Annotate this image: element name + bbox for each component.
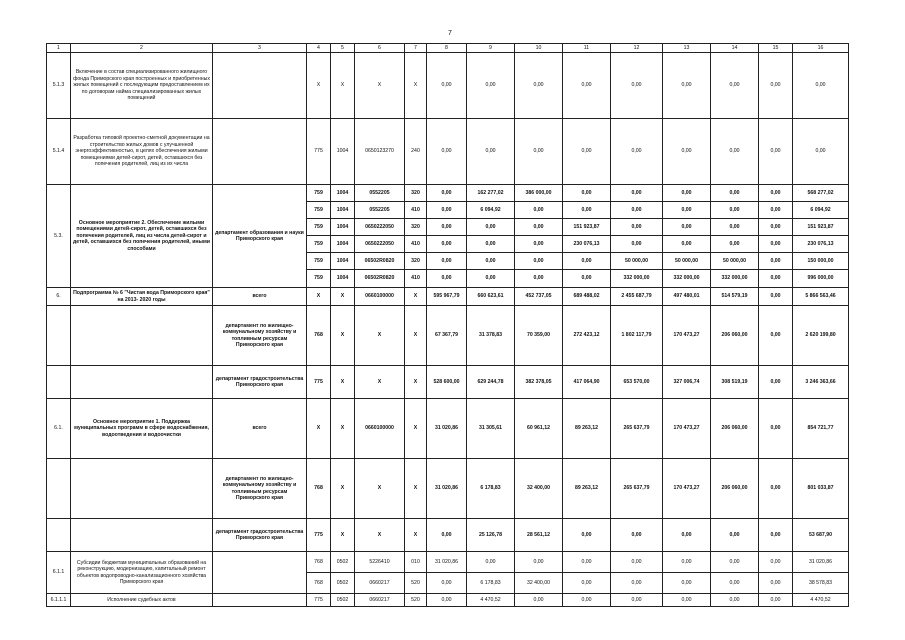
cell-year-9: 162 277,02 bbox=[467, 185, 515, 202]
cell-admin: 768 bbox=[307, 459, 331, 519]
cell-year-15: 0,00 bbox=[759, 219, 793, 236]
cell-year-11: 0,00 bbox=[563, 185, 611, 202]
cell-year-16: 3 246 363,66 bbox=[793, 366, 849, 399]
cell-section: X bbox=[331, 366, 355, 399]
cell-target: X bbox=[355, 306, 405, 366]
cell-year-8: 0,00 bbox=[427, 53, 467, 119]
cell-year-10: 60 961,12 bbox=[515, 399, 563, 459]
cell-admin: 759 bbox=[307, 253, 331, 270]
cell-year-12: 265 637,79 bbox=[611, 459, 663, 519]
cell-year-8: 31 020,86 bbox=[427, 459, 467, 519]
cell-year-12: 0,00 bbox=[611, 236, 663, 253]
cell-year-12: 0,00 bbox=[611, 53, 663, 119]
cell-name: Включение в состав специализированного жилищного фонда Приморского края построенных и приобретенных жилых помещений с последующим предоставлением их по договорам найма специализированных жилых помещений bbox=[71, 53, 213, 119]
column-header: 15 bbox=[759, 44, 793, 53]
cell-year-11: 0,00 bbox=[563, 202, 611, 219]
cell-year-16: 38 578,83 bbox=[793, 573, 849, 594]
cell-year-16: 230 076,13 bbox=[793, 236, 849, 253]
cell-section: X bbox=[331, 519, 355, 552]
cell-year-14: 206 060,00 bbox=[711, 459, 759, 519]
column-header: 16 bbox=[793, 44, 849, 53]
cell-year-14: 308 519,19 bbox=[711, 366, 759, 399]
cell-type: X bbox=[405, 459, 427, 519]
cell-type: X bbox=[405, 399, 427, 459]
cell-admin: 759 bbox=[307, 270, 331, 288]
cell-target: X bbox=[355, 459, 405, 519]
cell-year-16: 568 277,02 bbox=[793, 185, 849, 202]
cell-target: X bbox=[355, 366, 405, 399]
cell-number: 6.1.1 bbox=[47, 552, 71, 594]
cell-section: X bbox=[331, 306, 355, 366]
cell-year-9: 31 378,83 bbox=[467, 306, 515, 366]
cell-year-15: 0,00 bbox=[759, 573, 793, 594]
cell-target: 0650123270 bbox=[355, 119, 405, 185]
cell-year-9: 6 094,92 bbox=[467, 202, 515, 219]
cell-year-12: 0,00 bbox=[611, 573, 663, 594]
cell-admin: 759 bbox=[307, 219, 331, 236]
cell-year-13: 0,00 bbox=[663, 552, 711, 573]
cell-year-14: 0,00 bbox=[711, 594, 759, 607]
cell-year-15: 0,00 bbox=[759, 53, 793, 119]
cell-admin: 775 bbox=[307, 519, 331, 552]
cell-target: 06502R0820 bbox=[355, 270, 405, 288]
cell-year-11: 689 488,02 bbox=[563, 288, 611, 306]
row-6 bbox=[47, 288, 849, 306]
cell-year-8: 0,00 bbox=[427, 573, 467, 594]
cell-name: Основное мероприятие 2. Обеспечение жилыми помещениями детей-сирот, детей, оставшихся без попечения родителей, лиц из числа детей-сирот и детей, оставшихся без попечения родителей, иными способами bbox=[71, 185, 213, 288]
cell-responsible: департамент градостроительства Приморского края bbox=[213, 366, 307, 399]
cell-year-8: 0,00 bbox=[427, 236, 467, 253]
cell-year-9: 0,00 bbox=[467, 253, 515, 270]
cell-year-14: 0,00 bbox=[711, 236, 759, 253]
table-cell bbox=[47, 519, 71, 552]
cell-year-8: 0,00 bbox=[427, 185, 467, 202]
cell-section: X bbox=[331, 459, 355, 519]
cell-year-15: 0,00 bbox=[759, 594, 793, 607]
cell-section: 1004 bbox=[331, 270, 355, 288]
column-header: 13 bbox=[663, 44, 711, 53]
cell-year-16: 0,00 bbox=[793, 53, 849, 119]
cell-year-15: 0,00 bbox=[759, 236, 793, 253]
cell-year-8: 31 020,86 bbox=[427, 399, 467, 459]
cell-section: 1004 bbox=[331, 202, 355, 219]
cell-type: X bbox=[405, 306, 427, 366]
cell-type: 320 bbox=[405, 219, 427, 236]
cell-year-10: 386 000,00 bbox=[515, 185, 563, 202]
cell-year-9: 0,00 bbox=[467, 53, 515, 119]
cell-year-10: 0,00 bbox=[515, 53, 563, 119]
cell-responsible bbox=[213, 552, 307, 594]
cell-year-16: 801 033,87 bbox=[793, 459, 849, 519]
cell-admin: 768 bbox=[307, 552, 331, 573]
cell-year-9: 6 178,83 bbox=[467, 573, 515, 594]
column-header: 4 bbox=[307, 44, 331, 53]
cell-number: 5.3. bbox=[47, 185, 71, 288]
cell-year-16: 5 866 563,46 bbox=[793, 288, 849, 306]
cell-type: 010 bbox=[405, 552, 427, 573]
cell-year-9: 0,00 bbox=[467, 552, 515, 573]
cell-section: X bbox=[331, 53, 355, 119]
cell-responsible: всего bbox=[213, 288, 307, 306]
cell-year-11: 417 064,90 bbox=[563, 366, 611, 399]
cell-type: 410 bbox=[405, 236, 427, 253]
cell-year-14: 0,00 bbox=[711, 219, 759, 236]
cell-year-14: 514 579,19 bbox=[711, 288, 759, 306]
column-header: 7 bbox=[405, 44, 427, 53]
cell-responsible bbox=[213, 119, 307, 185]
cell-year-15: 0,00 bbox=[759, 185, 793, 202]
cell-year-16: 0,00 bbox=[793, 119, 849, 185]
cell-year-13: 0,00 bbox=[663, 236, 711, 253]
cell-year-13: 170 473,27 bbox=[663, 399, 711, 459]
cell-target: 0650222050 bbox=[355, 236, 405, 253]
cell-year-9: 25 126,78 bbox=[467, 519, 515, 552]
cell-year-10: 70 359,00 bbox=[515, 306, 563, 366]
cell-target: 0660217 bbox=[355, 594, 405, 607]
column-header: 1 bbox=[47, 44, 71, 53]
cell-year-10: 0,00 bbox=[515, 552, 563, 573]
cell-year-11: 0,00 bbox=[563, 552, 611, 573]
cell-admin: 759 bbox=[307, 185, 331, 202]
cell-responsible: департамент по жилищно-коммунальному хозяйству и топливным ресурсам Приморского края bbox=[213, 459, 307, 519]
row-6-dept bbox=[47, 306, 849, 366]
page-number: 7 bbox=[448, 30, 452, 37]
cell-year-16: 151 923,87 bbox=[793, 219, 849, 236]
cell-year-12: 2 455 687,79 bbox=[611, 288, 663, 306]
cell-number: 6.1. bbox=[47, 399, 71, 459]
cell-year-11: 89 263,12 bbox=[563, 459, 611, 519]
cell-section: 1004 bbox=[331, 253, 355, 270]
cell-year-13: 0,00 bbox=[663, 519, 711, 552]
table-cell bbox=[71, 519, 213, 552]
cell-year-13: 327 006,74 bbox=[663, 366, 711, 399]
cell-year-12: 0,00 bbox=[611, 219, 663, 236]
cell-responsible: департамент градостроительства Приморского края bbox=[213, 519, 307, 552]
cell-year-10: 0,00 bbox=[515, 253, 563, 270]
column-header: 5 bbox=[331, 44, 355, 53]
cell-name: Исполнение судебных актов bbox=[71, 594, 213, 607]
table-cell bbox=[47, 459, 71, 519]
cell-name: Подпрограмма № 6 "Чистая вода Приморского края" на 2013- 2020 годы bbox=[71, 288, 213, 306]
cell-year-10: 0,00 bbox=[515, 219, 563, 236]
cell-year-15: 0,00 bbox=[759, 270, 793, 288]
row-6-1 bbox=[47, 399, 849, 459]
cell-year-15: 0,00 bbox=[759, 366, 793, 399]
cell-year-14: 0,00 bbox=[711, 519, 759, 552]
cell-year-13: 170 473,27 bbox=[663, 306, 711, 366]
cell-type: 410 bbox=[405, 202, 427, 219]
cell-admin: X bbox=[307, 399, 331, 459]
header-row bbox=[47, 44, 849, 53]
cell-year-13: 50 000,00 bbox=[663, 253, 711, 270]
cell-year-8: 528 600,00 bbox=[427, 366, 467, 399]
cell-type: X bbox=[405, 519, 427, 552]
table-cell bbox=[47, 306, 71, 366]
table-cell bbox=[71, 366, 213, 399]
cell-year-12: 653 570,00 bbox=[611, 366, 663, 399]
cell-year-8: 0,00 bbox=[427, 119, 467, 185]
cell-year-8: 595 967,79 bbox=[427, 288, 467, 306]
cell-year-12: 1 802 117,79 bbox=[611, 306, 663, 366]
cell-year-10: 382 378,05 bbox=[515, 366, 563, 399]
cell-year-11: 0,00 bbox=[563, 573, 611, 594]
cell-year-10: 28 561,12 bbox=[515, 519, 563, 552]
cell-target: 0552205 bbox=[355, 202, 405, 219]
cell-year-11: 151 923,87 bbox=[563, 219, 611, 236]
cell-year-14: 206 060,00 bbox=[711, 399, 759, 459]
cell-section: 0502 bbox=[331, 594, 355, 607]
cell-year-16: 53 687,90 bbox=[793, 519, 849, 552]
cell-year-14: 0,00 bbox=[711, 202, 759, 219]
cell-year-13: 0,00 bbox=[663, 219, 711, 236]
cell-admin: 759 bbox=[307, 236, 331, 253]
cell-year-12: 0,00 bbox=[611, 202, 663, 219]
cell-year-8: 0,00 bbox=[427, 594, 467, 607]
cell-type: 320 bbox=[405, 253, 427, 270]
cell-responsible bbox=[213, 53, 307, 119]
cell-year-10: 452 737,05 bbox=[515, 288, 563, 306]
cell-year-9: 0,00 bbox=[467, 219, 515, 236]
cell-year-16: 2 620 199,80 bbox=[793, 306, 849, 366]
budget-table bbox=[46, 43, 849, 607]
cell-section: 1004 bbox=[331, 185, 355, 202]
cell-year-16: 150 000,00 bbox=[793, 253, 849, 270]
cell-responsible: всего bbox=[213, 399, 307, 459]
cell-year-10: 0,00 bbox=[515, 270, 563, 288]
cell-year-12: 50 000,00 bbox=[611, 253, 663, 270]
column-header: 12 bbox=[611, 44, 663, 53]
cell-year-12: 0,00 bbox=[611, 119, 663, 185]
cell-year-9: 0,00 bbox=[467, 236, 515, 253]
cell-responsible bbox=[213, 594, 307, 607]
cell-year-8: 31 020,86 bbox=[427, 552, 467, 573]
cell-year-11: 0,00 bbox=[563, 119, 611, 185]
cell-type: X bbox=[405, 288, 427, 306]
cell-year-10: 0,00 bbox=[515, 119, 563, 185]
cell-year-11: 0,00 bbox=[563, 253, 611, 270]
cell-year-12: 0,00 bbox=[611, 185, 663, 202]
cell-year-9: 0,00 bbox=[467, 119, 515, 185]
cell-year-13: 0,00 bbox=[663, 53, 711, 119]
cell-admin: X bbox=[307, 288, 331, 306]
cell-year-13: 497 480,01 bbox=[663, 288, 711, 306]
cell-year-13: 0,00 bbox=[663, 594, 711, 607]
cell-section: X bbox=[331, 399, 355, 459]
cell-year-13: 0,00 bbox=[663, 202, 711, 219]
cell-target: 06502R0820 bbox=[355, 253, 405, 270]
cell-year-15: 0,00 bbox=[759, 202, 793, 219]
cell-year-14: 0,00 bbox=[711, 552, 759, 573]
row-6-dept bbox=[47, 366, 849, 399]
row-6-1-1 bbox=[47, 552, 849, 573]
cell-year-15: 0,00 bbox=[759, 459, 793, 519]
cell-admin: 759 bbox=[307, 202, 331, 219]
column-header: 3 bbox=[213, 44, 307, 53]
cell-year-12: 265 637,79 bbox=[611, 399, 663, 459]
cell-year-10: 0,00 bbox=[515, 594, 563, 607]
cell-section: 0502 bbox=[331, 552, 355, 573]
cell-year-9: 4 470,52 bbox=[467, 594, 515, 607]
cell-responsible: департамент образования и науки Приморского края bbox=[213, 185, 307, 288]
cell-year-16: 996 000,00 bbox=[793, 270, 849, 288]
cell-section: 1004 bbox=[331, 219, 355, 236]
cell-year-8: 0,00 bbox=[427, 519, 467, 552]
cell-year-14: 0,00 bbox=[711, 119, 759, 185]
cell-year-11: 230 076,13 bbox=[563, 236, 611, 253]
cell-section: 0502 bbox=[331, 573, 355, 594]
cell-year-12: 332 000,00 bbox=[611, 270, 663, 288]
cell-type: 240 bbox=[405, 119, 427, 185]
cell-year-15: 0,00 bbox=[759, 552, 793, 573]
cell-year-13: 332 000,00 bbox=[663, 270, 711, 288]
column-header: 10 bbox=[515, 44, 563, 53]
cell-year-12: 0,00 bbox=[611, 519, 663, 552]
cell-target: X bbox=[355, 53, 405, 119]
column-header: 11 bbox=[563, 44, 611, 53]
cell-admin: 775 bbox=[307, 366, 331, 399]
cell-admin: 775 bbox=[307, 594, 331, 607]
cell-type: 520 bbox=[405, 573, 427, 594]
cell-section: 1004 bbox=[331, 236, 355, 253]
cell-year-8: 67 367,79 bbox=[427, 306, 467, 366]
cell-year-11: 0,00 bbox=[563, 519, 611, 552]
cell-target: 0650222050 bbox=[355, 219, 405, 236]
cell-year-10: 0,00 bbox=[515, 202, 563, 219]
cell-year-14: 50 000,00 bbox=[711, 253, 759, 270]
table-cell bbox=[47, 366, 71, 399]
cell-year-16: 854 721,77 bbox=[793, 399, 849, 459]
cell-admin: 768 bbox=[307, 306, 331, 366]
cell-target: 5226410 bbox=[355, 552, 405, 573]
cell-year-14: 0,00 bbox=[711, 573, 759, 594]
cell-admin: X bbox=[307, 53, 331, 119]
cell-section: X bbox=[331, 288, 355, 306]
cell-year-15: 0,00 bbox=[759, 119, 793, 185]
column-header: 6 bbox=[355, 44, 405, 53]
cell-year-13: 0,00 bbox=[663, 573, 711, 594]
cell-year-15: 0,00 bbox=[759, 519, 793, 552]
cell-admin: 768 bbox=[307, 573, 331, 594]
cell-year-9: 660 623,61 bbox=[467, 288, 515, 306]
cell-year-14: 206 060,00 bbox=[711, 306, 759, 366]
cell-name: Основное мероприятие 1. Поддержка муниципальных программ в сфере водоснабжения, водоотведения и водоочистки bbox=[71, 399, 213, 459]
cell-year-10: 32 400,00 bbox=[515, 459, 563, 519]
column-header: 2 bbox=[71, 44, 213, 53]
cell-year-14: 0,00 bbox=[711, 185, 759, 202]
cell-year-16: 6 094,92 bbox=[793, 202, 849, 219]
cell-year-8: 0,00 bbox=[427, 253, 467, 270]
cell-number: 5.1.3 bbox=[47, 53, 71, 119]
cell-target: 0552205 bbox=[355, 185, 405, 202]
cell-number: 6.1.1.1 bbox=[47, 594, 71, 607]
cell-year-9: 6 178,83 bbox=[467, 459, 515, 519]
cell-number: 5.1.4 bbox=[47, 119, 71, 185]
cell-year-11: 0,00 bbox=[563, 53, 611, 119]
cell-section: 1004 bbox=[331, 119, 355, 185]
cell-name: Субсидии бюджетам муниципальных образований на реконструкцию, модернизацию, капитальный ремонт объектов водопроводно-канализационного хозяйства Приморского края bbox=[71, 552, 213, 594]
cell-year-12: 0,00 bbox=[611, 594, 663, 607]
cell-year-11: 272 423,12 bbox=[563, 306, 611, 366]
cell-year-11: 89 263,12 bbox=[563, 399, 611, 459]
cell-target: 0660100000 bbox=[355, 288, 405, 306]
cell-year-11: 0,00 bbox=[563, 270, 611, 288]
cell-type: X bbox=[405, 53, 427, 119]
cell-year-13: 0,00 bbox=[663, 185, 711, 202]
row-6-1-dept bbox=[47, 459, 849, 519]
cell-year-15: 0,00 bbox=[759, 288, 793, 306]
cell-year-10: 32 400,00 bbox=[515, 573, 563, 594]
cell-year-9: 0,00 bbox=[467, 270, 515, 288]
cell-year-12: 0,00 bbox=[611, 552, 663, 573]
column-header: 9 bbox=[467, 44, 515, 53]
row-6-1-dept bbox=[47, 519, 849, 552]
cell-year-10: 0,00 bbox=[515, 236, 563, 253]
cell-number: 6. bbox=[47, 288, 71, 306]
cell-year-14: 0,00 bbox=[711, 53, 759, 119]
cell-responsible: департамент по жилищно-коммунальному хозяйству и топливным ресурсам Приморского края bbox=[213, 306, 307, 366]
column-header: 8 bbox=[427, 44, 467, 53]
cell-target: X bbox=[355, 519, 405, 552]
table-cell bbox=[71, 306, 213, 366]
cell-admin: 775 bbox=[307, 119, 331, 185]
cell-year-15: 0,00 bbox=[759, 306, 793, 366]
cell-type: 520 bbox=[405, 594, 427, 607]
cell-year-8: 0,00 bbox=[427, 202, 467, 219]
cell-year-8: 0,00 bbox=[427, 270, 467, 288]
cell-year-9: 31 305,61 bbox=[467, 399, 515, 459]
column-header: 14 bbox=[711, 44, 759, 53]
cell-year-14: 332 000,00 bbox=[711, 270, 759, 288]
table-cell bbox=[71, 459, 213, 519]
cell-year-11: 0,00 bbox=[563, 594, 611, 607]
cell-year-16: 4 470,52 bbox=[793, 594, 849, 607]
cell-type: X bbox=[405, 366, 427, 399]
row-5-3 bbox=[47, 185, 849, 202]
cell-type: 410 bbox=[405, 270, 427, 288]
cell-year-13: 0,00 bbox=[663, 119, 711, 185]
cell-year-8: 0,00 bbox=[427, 219, 467, 236]
cell-target: 0660217 bbox=[355, 573, 405, 594]
cell-type: 320 bbox=[405, 185, 427, 202]
cell-year-13: 170 473,27 bbox=[663, 459, 711, 519]
row-5-1-3 bbox=[47, 53, 849, 119]
cell-year-9: 629 244,78 bbox=[467, 366, 515, 399]
cell-year-15: 0,00 bbox=[759, 399, 793, 459]
row-5-1-4 bbox=[47, 119, 849, 185]
cell-year-15: 0,00 bbox=[759, 253, 793, 270]
cell-target: 0660100000 bbox=[355, 399, 405, 459]
cell-year-16: 31 020,86 bbox=[793, 552, 849, 573]
row-6-1-1-1 bbox=[47, 594, 849, 607]
cell-name: Разработка типовой проектно-сметной документации на строительство жилых домов с улучшенной энергоэффективностью, в целях обеспечения жилыми помещениями детей-сирот, детей, оставшихся без попечения родителей, лиц из их числа bbox=[71, 119, 213, 185]
